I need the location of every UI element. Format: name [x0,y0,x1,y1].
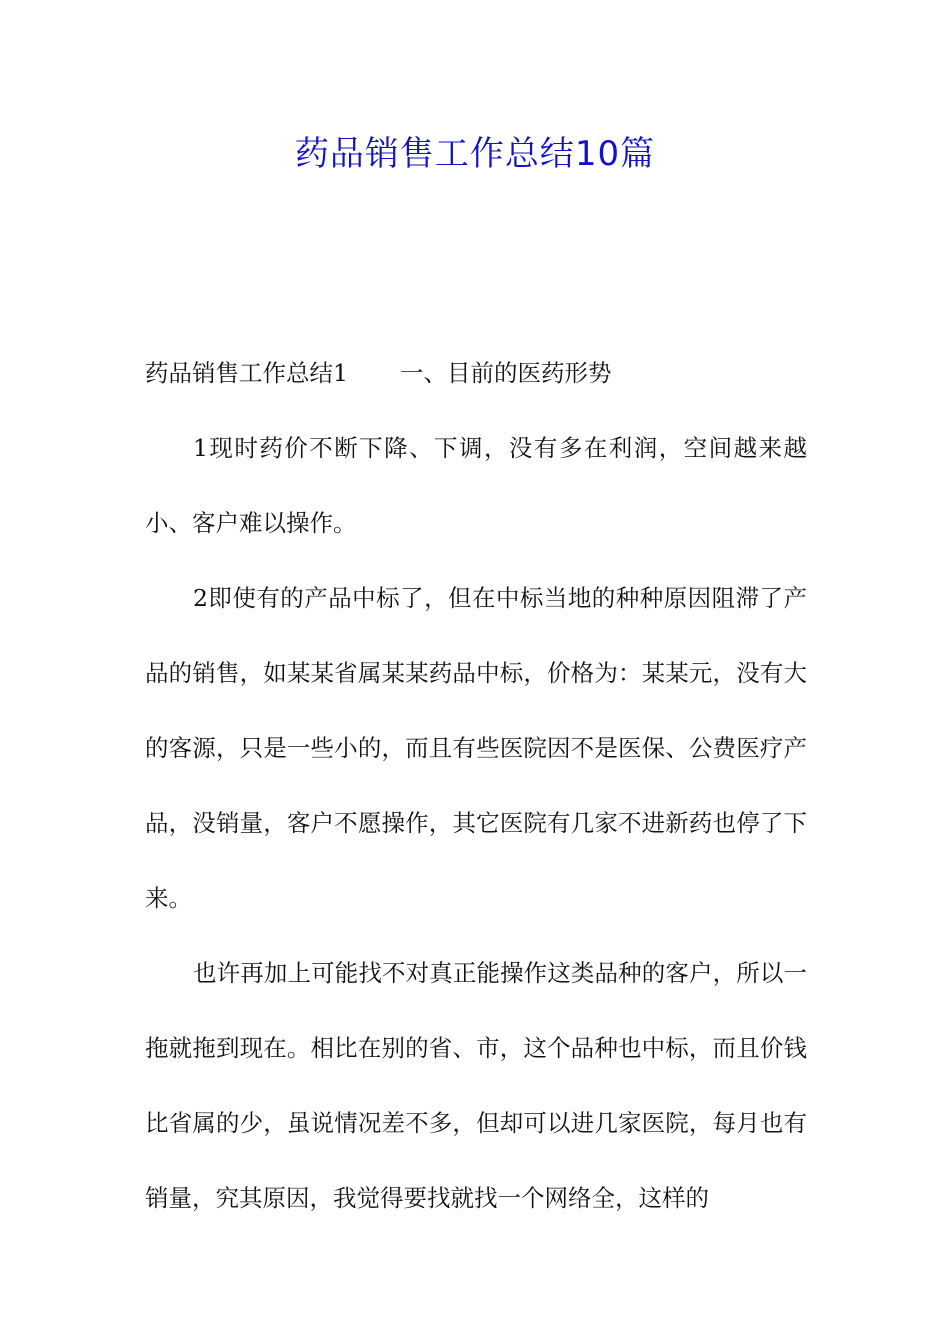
section-subheading: 一、目前的医药形势 [399,359,612,387]
paragraph-1: 1现时药价不断下降、下调，没有多在利润，空间越来越小、客户难以操作。 [145,434,807,537]
document-body [145,336,807,1236]
document-title: 药品销售工作总结10篇 [294,134,656,174]
section-heading-line [145,336,807,411]
paragraph-2: 2即使有的产品中标了，但在中标当地的种种原因阻滞了产品的销售，如某某省属某某药品中标，价格为：某某元，没有大的客源，只是一些小的，而且有些医院因不是医保、公费医疗产品，没销量，客户不愿操作，其它医院有几家不进新药也停了下来。 [145,584,807,912]
paragraph-3: 也许再加上可能找不对真正能操作这类品种的客户，所以一拖就拖到现在。相比在别的省、市，这个品种也中标，而且价钱比省属的少，虽说情况差不多，但却可以进几家医院，每月也有销量，究其原因，我觉得要找就找一个网络全，这样的 [145,959,807,1212]
section-heading: 药品销售工作总结1 [145,359,348,387]
